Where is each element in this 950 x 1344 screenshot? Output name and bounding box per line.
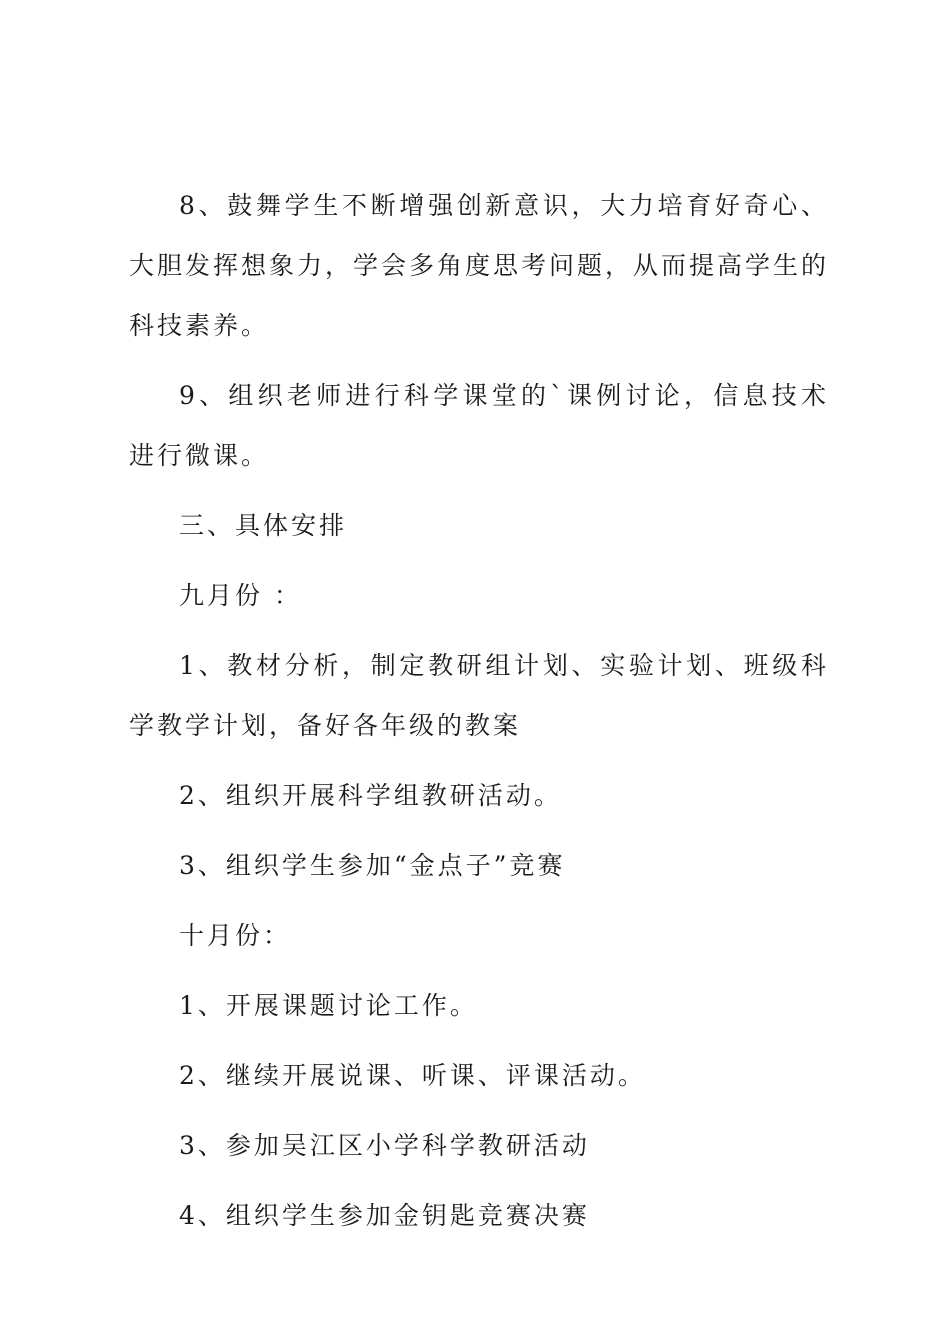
month-heading-october: 十月份： [179, 921, 292, 950]
october-item-3: 3、参加吴江区小学科学教研活动 [179, 1131, 590, 1160]
document-body [129, 176, 829, 1246]
paragraph-item-8: 8、鼓舞学生不断增强创新意识，大力培育好奇心、大胆发挥想象力，学会多角度思考问题，从而提高学生的科技素养。 [129, 191, 830, 340]
september-item-2: 2、组织开展科学组教研活动。 [179, 781, 562, 810]
october-item-1: 1、开展课题讨论工作。 [179, 991, 478, 1020]
paragraph-item-9: 9、组织老师进行科学课堂的`课例讨论，信息技术进行微课。 [129, 381, 829, 470]
october-item-4: 4、组织学生参加金钥匙竞赛决赛 [179, 1201, 590, 1230]
september-item-3: 3、组织学生参加“金点子”竞赛 [179, 851, 566, 880]
september-item-1: 1、教材分析，制定教研组计划、实验计划、班级科学教学计划，备好各年级的教案 [129, 651, 829, 740]
october-item-2: 2、继续开展说课、听课、评课活动。 [179, 1061, 646, 1090]
section-heading-schedule: 三、具体安排 [179, 511, 348, 540]
month-heading-september: 九月份 ： [179, 581, 302, 610]
